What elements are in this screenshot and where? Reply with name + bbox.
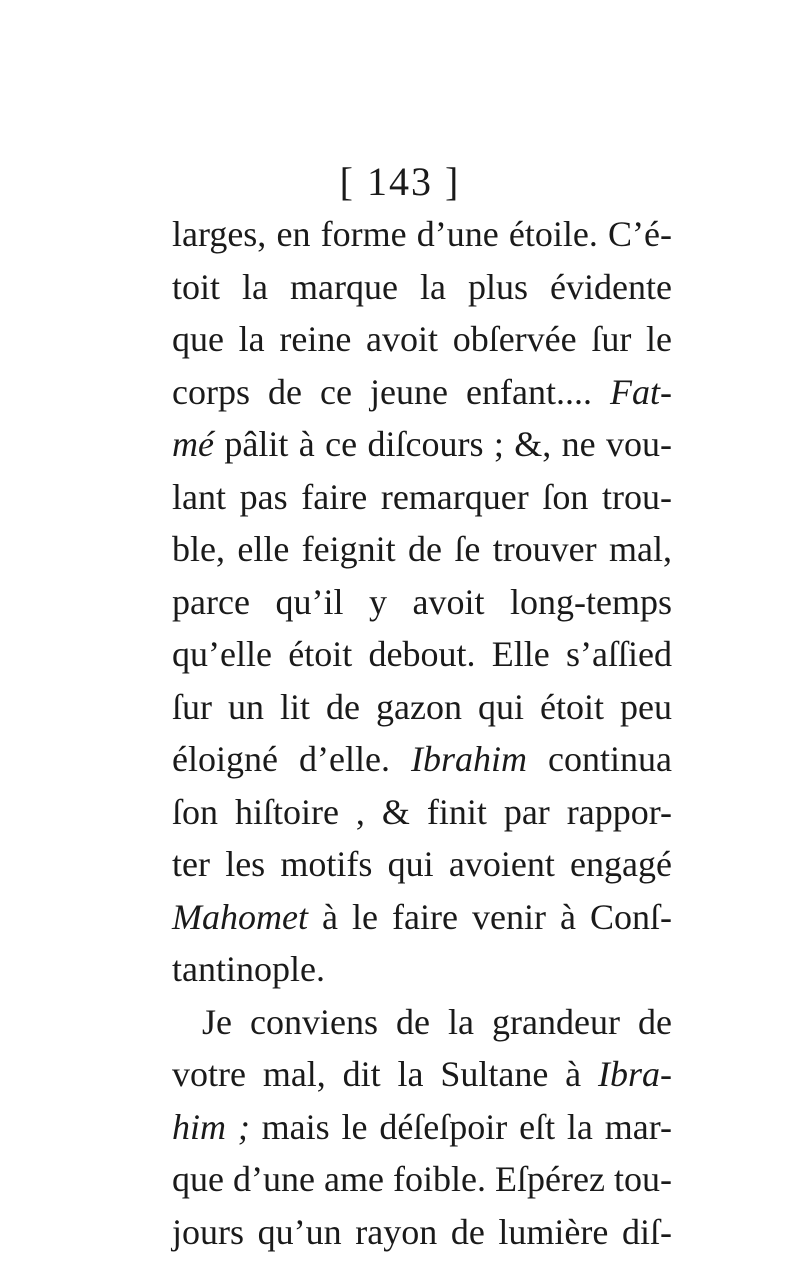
text-segment: jours qu’un rayon de lumière diſ- [172, 1211, 672, 1252]
text-segment: toit la marque la plus évidente [172, 266, 672, 307]
italic-text: Ibra- [598, 1054, 672, 1094]
text-segment: continua [526, 739, 672, 779]
italic-text: Mahomet [172, 896, 308, 937]
text-line [172, 786, 672, 839]
text-segment: larges, en forme d’une étoile. C’é- [172, 214, 672, 254]
italic-text: him ; [172, 1106, 250, 1147]
page-number: [ 143 ] [339, 159, 461, 204]
text-line [172, 261, 672, 314]
text-segment: Je conviens de la grandeur de [202, 1001, 672, 1042]
text-line [172, 1048, 672, 1101]
text-segment: que la reine avoit obſervée ſur le [172, 319, 672, 359]
italic-text: Fat- [610, 371, 672, 412]
text-segment: que d’une ame foible. Eſpérez tou- [172, 1159, 672, 1199]
text-line [172, 576, 672, 629]
text-line [172, 523, 672, 576]
text-line [172, 628, 672, 681]
text-segment: ble, elle feignit de ſe trouver mal, [172, 529, 672, 569]
text-segment: pâlit à ce diſcours ; &, ne vou- [213, 424, 672, 464]
text-line [172, 366, 672, 419]
text-segment: éloigné d’elle. [172, 739, 411, 779]
text-line [172, 471, 672, 524]
italic-text: Ibrahim [410, 739, 527, 779]
text-line [172, 838, 672, 891]
text-segment: ſur un lit de gazon qui étoit peu [172, 686, 672, 727]
text-line [172, 313, 672, 366]
text-line [172, 891, 672, 944]
text-line [172, 943, 672, 996]
text-line [172, 681, 672, 734]
text-segment: parce qu’il y avoit long-temps [172, 581, 672, 622]
body-text [172, 208, 672, 1258]
text-line [172, 733, 672, 786]
text-segment: à le faire venir à Conſ- [307, 896, 672, 937]
text-segment: lant pas faire remarquer ſon trou- [172, 476, 672, 517]
text-segment: corps de ce jeune enfant.... [172, 371, 611, 412]
text-segment: ter les motifs qui avoient engagé [172, 844, 672, 884]
text-line [172, 418, 672, 471]
text-segment: votre mal, dit la Sultane à [172, 1054, 598, 1094]
text-segment: mais le déſeſpoir eſt la mar- [249, 1106, 672, 1147]
text-line [172, 1206, 672, 1259]
text-line [172, 208, 672, 261]
text-line [172, 1101, 672, 1154]
text-segment: qu’elle étoit debout. Elle s’aſſied [172, 634, 672, 674]
text-line [172, 1153, 672, 1206]
italic-text: mé [172, 424, 214, 464]
text-segment: ſon hiſtoire , & finit par rappor- [172, 791, 672, 832]
text-segment: tantinople. [172, 949, 325, 989]
text-line [172, 996, 672, 1049]
